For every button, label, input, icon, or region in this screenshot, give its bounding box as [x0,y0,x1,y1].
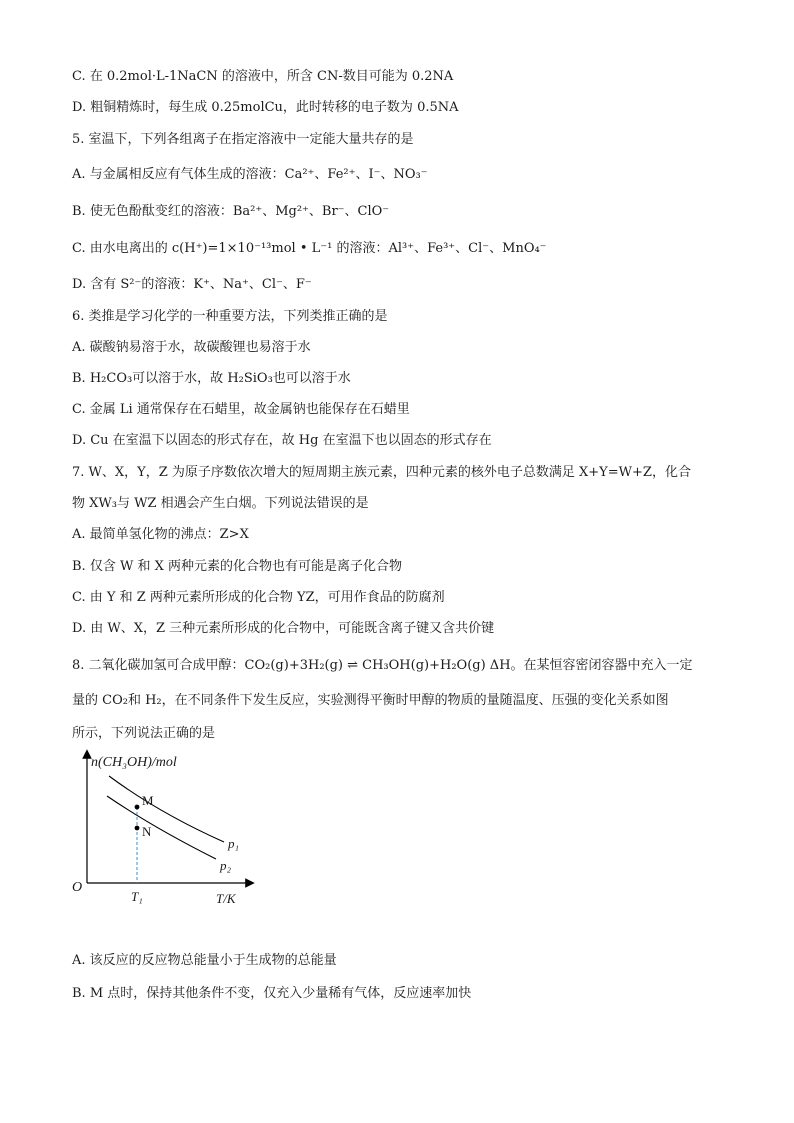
curve-p1-label: p₁ [228,836,240,851]
question-7-option-b: B. 仅含 W 和 X 两种元素的化合物也有可能是离子化合物 [72,559,402,574]
question-7-stem-2: 物 XW₃与 WZ 相遇会产生白烟。下列说法错误的是 [72,496,369,511]
question-7-option-a: A. 最简单氢化物的沸点：Z>X [72,527,249,542]
question-8-option-b: B. M 点时，保持其他条件不变，仅充入少量稀有气体，反应速率加快 [72,986,472,1001]
point-n [135,826,140,831]
question-5-stem: 5. 室温下，下列各组离子在指定溶液中一定能大量共存的是 [72,132,414,147]
curve-p2 [107,796,216,859]
question-6-option-c: C. 金属 Li 通常保存在石蜡里，故金属钠也能保存在石蜡里 [72,402,410,417]
x-axis-label: T/K [216,891,236,906]
question-7-stem-1: 7. W、X，Y，Z 为原子序数依次增大的短周期主族元素，四种元素的核外电子总数满足 X+Y=W+Z，化合 [72,465,691,480]
question-5-option-d: D. 含有 S²⁻的溶液：K⁺、Na⁺、Cl⁻、F⁻ [72,277,312,292]
question-7-option-d: D. 由 W、X，Z 三种元素所形成的化合物中，可能既含离子键又含共价键 [72,621,495,636]
question-8-stem-3: 所示，下列说法正确的是 [72,726,216,741]
question-5-option-c: C. 由水电离出的 c(H⁺)=1×10⁻¹³mol • L⁻¹ 的溶液：Al³⁺、Fe³⁺、Cl⁻、MnO₄⁻ [72,241,547,256]
y-axis-label: n(CH₃OH)/mol [91,755,177,770]
question-6-option-b: B. H₂CO₃可以溶于水，故 H₂SiO₃也可以溶于水 [72,371,351,386]
point-n-label: N [142,824,152,839]
curve-p2-label: p₂ [220,858,232,873]
option-4d-prev: D. 粗铜精炼时，每生成 0.25molCu，此时转移的电子数为 0.5NA [72,100,459,115]
point-m-label: M [142,793,154,808]
question-8-stem-1: 8. 二氧化碳加氢可合成甲醇：CO₂(g)+3H₂(g) ⇌ CH₃OH(g)+H₂O(g) ΔH。在某恒容密闭容器中充入一定 [72,658,693,673]
question-5-option-b: B. 使无色酚酞变红的溶液：Ba²⁺、Mg²⁺、Br⁻、ClO⁻ [72,204,390,219]
question-5-option-a: A. 与金属相反应有气体生成的溶液：Ca²⁺、Fe²⁺、I⁻、NO₃⁻ [72,167,428,182]
question-7-option-c: C. 由 Y 和 Z 两种元素所形成的化合物 YZ，可用作食品的防腐剂 [72,590,445,605]
question-8-stem-2: 量的 CO₂和 H₂，在不同条件下发生反应，实验测得平衡时甲醇的物质的量随温度、压强的变化关系如图 [72,693,669,708]
question-6-option-d: D. Cu 在室温下以固态的形式存在，故 Hg 在室温下也以固态的形式存在 [72,433,492,448]
option-5c-prev: C. 在 0.2mol·L-1NaCN 的溶液中，所含 CN-数目可能为 0.2NA [72,69,454,84]
t1-label: T₁ [131,889,143,904]
question-6-stem: 6. 类推是学习化学的一种重要方法，下列类推正确的是 [72,309,388,324]
origin-label: O [72,880,83,895]
question-6-option-a: A. 碳酸钠易溶于水，故碳酸锂也易溶于水 [72,340,311,355]
point-m [135,805,140,810]
methanol-temperature-graph [64,748,264,913]
question-8-option-a: A. 该反应的反应物总能量小于生成物的总能量 [72,953,337,968]
